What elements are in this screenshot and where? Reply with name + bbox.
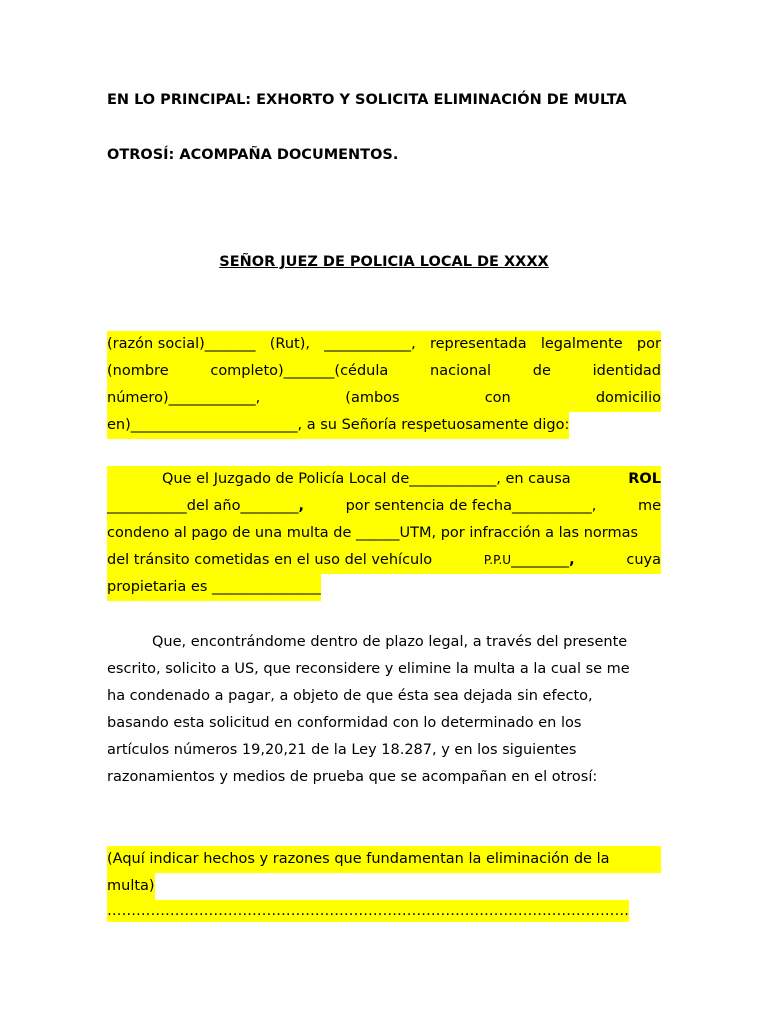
p1-line-2: (nombre completo)_______(cédula nacional de identidad — [107, 358, 661, 385]
p3-line-2: escrito, solicito a US, que reconsidere y elimine la multa a la cual se me — [107, 661, 630, 677]
p4-dotted-line: ……………………………………………………………………………………………… — [107, 900, 661, 922]
principal-heading: EN LO PRINCIPAL: EXHORTO Y SOLICITA ELIMINACIÓN DE MULTA — [107, 92, 627, 108]
p2-line-5: propietaria es _______________ — [107, 574, 661, 601]
p2-line-1: Que el Juzgado de Policía Local de____________, en causa ROL — [107, 466, 661, 493]
otrosi-heading: OTROSÍ: ACOMPAÑA DOCUMENTOS. — [107, 147, 399, 163]
p1-line-4: en)_______________________, a su Señoría respetuosamente digo: — [107, 412, 661, 439]
p3-line-6: razonamientos y medios de prueba que se acompañan en el otrosí: — [107, 769, 598, 785]
p1-line-1: (razón social)_______ (Rut), ____________, representada legalmente por — [107, 331, 661, 358]
p3-line-4: basando esta solicitud en conformidad con lo determinado en los — [107, 715, 582, 731]
p3-line-3: ha condenado a pagar, a objeto de que ésta sea dejada sin efecto, — [107, 688, 593, 704]
p4-line-2: multa) — [107, 873, 661, 900]
p4-line-1: (Aquí indicar hechos y razones que fundamentan la eliminación de la — [107, 846, 661, 873]
p3-line-1: Que, encontrándome dentro de plazo legal, a través del presente — [152, 634, 628, 650]
p2-line-3: condeno al pago de una multa de ______UTM, por infracción a las normas — [107, 520, 661, 547]
p3-line-5: artículos números 19,20,21 de la Ley 18.287, y en los siguientes — [107, 742, 577, 758]
p1-line-3: número)____________, (ambos con domicilio — [107, 385, 661, 412]
addressee-title: SEÑOR JUEZ DE POLICIA LOCAL DE XXXX — [219, 254, 549, 270]
p2-line-2: ___________del año________, por sentencia de fecha___________, me — [107, 493, 661, 520]
p2-line-4: del tránsito cometidas en el uso del vehículo P.P.U________, cuya — [107, 547, 661, 574]
